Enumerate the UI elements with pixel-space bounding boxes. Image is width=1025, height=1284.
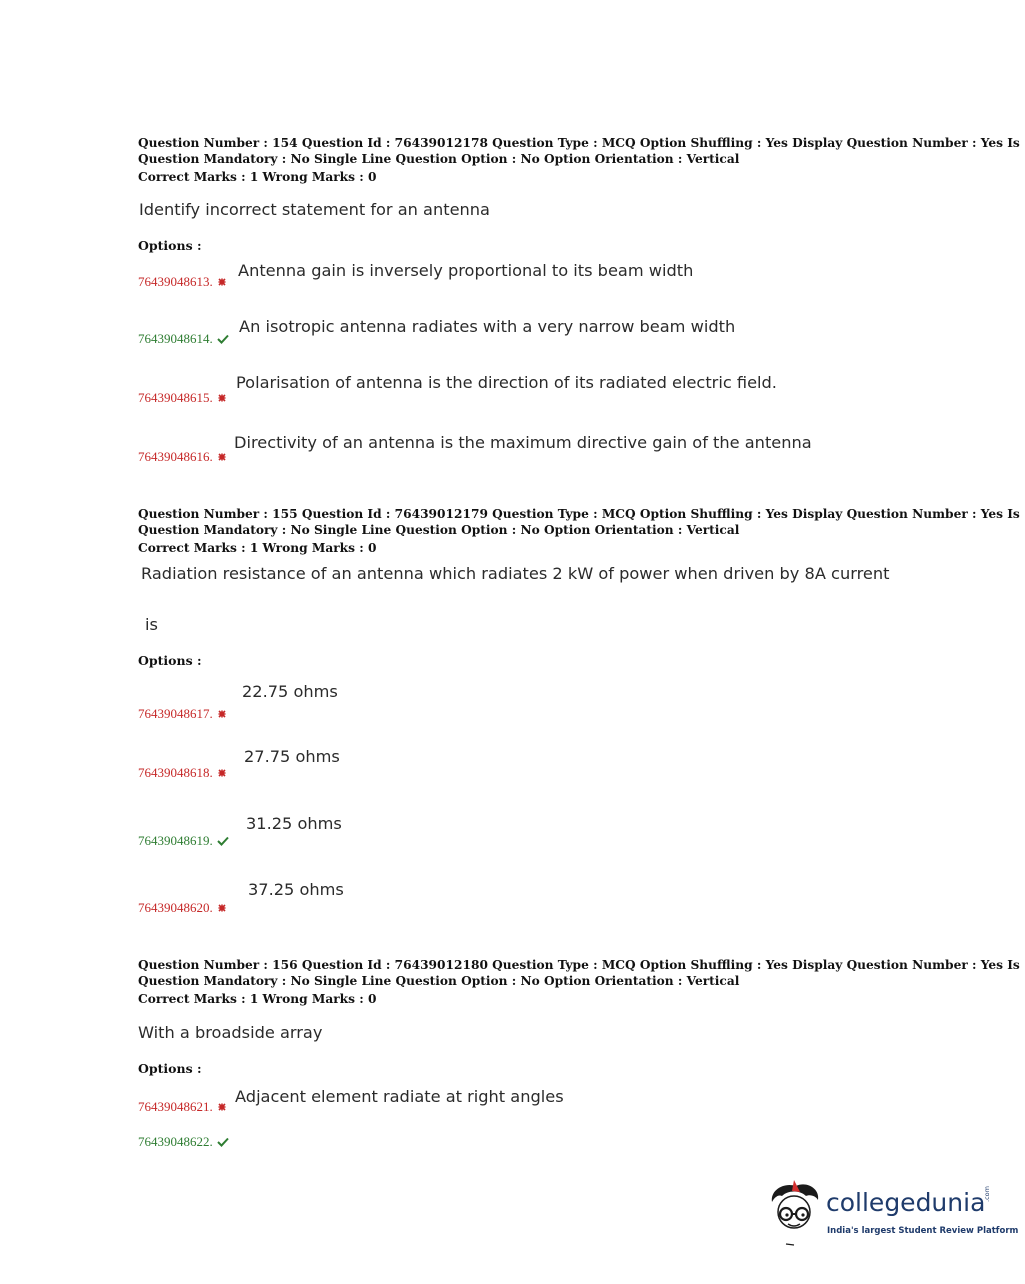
question-marks: Correct Marks : 1 Wrong Marks : 0	[138, 170, 377, 184]
option-text: Adjacent element radiate at right angles	[235, 1087, 564, 1106]
option-id	[138, 331, 229, 347]
option-id	[138, 833, 229, 849]
option-text: 31.25 ohms	[246, 814, 342, 833]
option-id	[138, 449, 227, 465]
option-id-text: 76439048617.	[138, 706, 213, 721]
question-marks: Correct Marks : 1 Wrong Marks : 0	[138, 541, 377, 555]
question-154-meta	[138, 135, 1020, 185]
cross-icon	[217, 709, 227, 719]
cross-icon	[217, 452, 227, 462]
question-meta-line: Question Mandatory : No Single Line Question Option : No Option Orientation : Vertical	[138, 974, 740, 988]
question-155-text: Radiation resistance of an antenna which radiates 2 kW of power when driven by 8A current	[141, 564, 890, 583]
question-meta-line: Question Number : 155 Question Id : 76439012179 Question Type : MCQ Option Shuffling : Yes Display Question Number : Yes Is	[138, 507, 1020, 521]
check-icon	[217, 1137, 229, 1147]
question-marks: Correct Marks : 1 Wrong Marks : 0	[138, 992, 377, 1006]
question-155-meta	[138, 506, 1020, 556]
option-id-text: 76439048622.	[138, 1134, 213, 1149]
question-meta-line: Question Mandatory : No Single Line Question Option : No Option Orientation : Vertical	[138, 152, 740, 166]
cross-icon	[217, 1102, 227, 1112]
option-id-text: 76439048613.	[138, 274, 213, 289]
option-id-text: 76439048616.	[138, 449, 213, 464]
option-id-text: 76439048614.	[138, 331, 213, 346]
cross-icon	[217, 393, 227, 403]
option-text: 22.75 ohms	[242, 682, 338, 701]
cross-icon	[217, 768, 227, 778]
question-154-text: Identify incorrect statement for an antenna	[139, 200, 490, 219]
brand-tagline: India's largest Student Review Platform	[827, 1226, 1019, 1236]
options-label: Options :	[138, 1061, 202, 1076]
option-text: Directivity of an antenna is the maximum directive gain of the antenna	[234, 433, 812, 452]
option-id-text: 76439048620.	[138, 900, 213, 915]
options-label: Options :	[138, 653, 202, 668]
option-id	[138, 900, 227, 916]
option-text: 27.75 ohms	[244, 747, 340, 766]
cross-icon	[217, 277, 227, 287]
option-text: 37.25 ohms	[248, 880, 344, 899]
brand-domain-suffix: .com	[983, 1186, 991, 1202]
question-156-meta	[138, 957, 1020, 1007]
option-id	[138, 390, 227, 406]
check-icon	[217, 334, 229, 344]
question-meta-line: Question Mandatory : No Single Line Question Option : No Option Orientation : Vertical	[138, 523, 740, 537]
cross-icon	[217, 903, 227, 913]
brand-name: collegedunia	[826, 1188, 986, 1217]
question-meta-line: Question Number : 156 Question Id : 76439012180 Question Type : MCQ Option Shuffling : Yes Display Question Number : Yes Is	[138, 958, 1020, 972]
question-156-text: With a broadside array	[138, 1023, 323, 1042]
option-id	[138, 1134, 229, 1150]
collegedunia-mascot-icon	[766, 1178, 826, 1248]
option-id-text: 76439048615.	[138, 390, 213, 405]
question-155-text-continued: is	[145, 615, 158, 634]
option-text: Antenna gain is inversely proportional to its beam width	[238, 261, 694, 280]
check-icon	[217, 836, 229, 846]
option-text: Polarisation of antenna is the direction of its radiated electric field.	[236, 373, 777, 392]
option-id-text: 76439048618.	[138, 765, 213, 780]
option-text: An isotropic antenna radiates with a very narrow beam width	[239, 317, 736, 336]
option-id	[138, 274, 227, 290]
option-id-text: 76439048619.	[138, 833, 213, 848]
question-meta-line: Question Number : 154 Question Id : 76439012178 Question Type : MCQ Option Shuffling : Yes Display Question Number : Yes Is	[138, 136, 1020, 150]
option-id-text: 76439048621.	[138, 1099, 213, 1114]
option-id	[138, 1099, 227, 1115]
option-id	[138, 765, 227, 781]
options-label: Options :	[138, 238, 202, 253]
option-id	[138, 706, 227, 722]
